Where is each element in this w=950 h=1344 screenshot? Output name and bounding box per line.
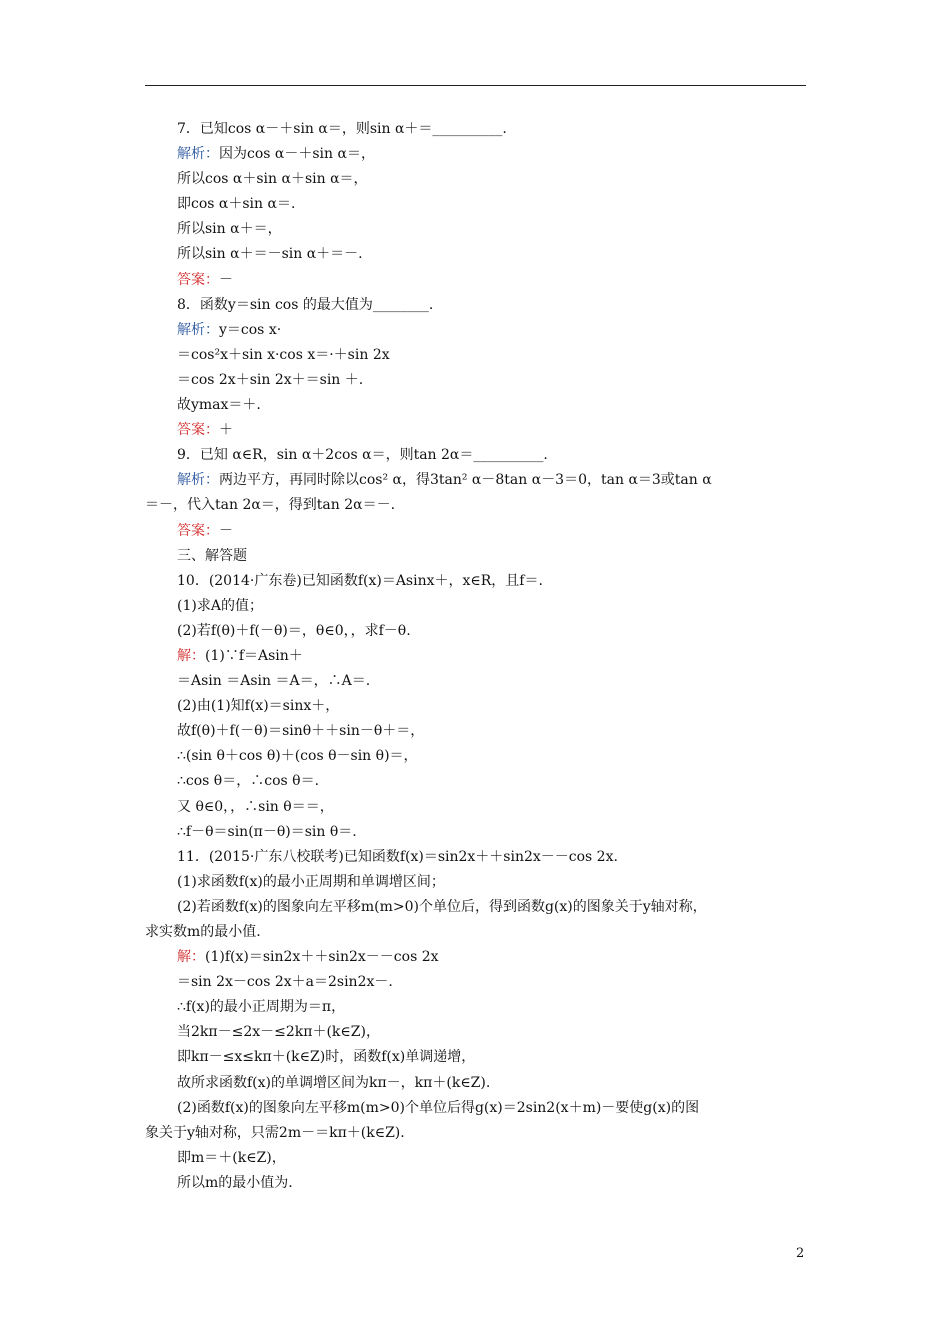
answer-label: 答案：: [177, 422, 219, 439]
line-text: 8．函数y＝sin cos 的最大值为________.: [177, 296, 434, 313]
line-text: 即kπ－≤x≤kπ＋(k∈Z)时，函数f(x)单调递增，: [177, 1049, 476, 1066]
text-line: [145, 895, 806, 920]
line-text: ＝－，代入tan 2α＝，得到tan 2α＝－.: [145, 497, 396, 514]
text-line: [145, 468, 806, 493]
line-text: 故ymax＝＋.: [177, 397, 261, 414]
text-line: [145, 845, 806, 870]
analysis-label: 解析：: [177, 146, 219, 163]
text-line: [145, 995, 806, 1020]
answer-label: 答案：: [177, 522, 219, 539]
answer-label: 解：: [177, 949, 205, 966]
page-body: [145, 117, 806, 1196]
line-text: ∴cos θ＝，∴cos θ＝.: [177, 773, 320, 790]
text-line: [145, 493, 806, 518]
line-text: 所以sin α＋＝－sin α＋＝－.: [177, 246, 363, 263]
text-line: [145, 920, 806, 945]
line-text: 故所求函数f(x)的单调增区间为kπ－，kπ＋(k∈Z).: [177, 1074, 491, 1091]
line-text: (2)若函数f(x)的图象向左平移m(m>0)个单位后，得到函数g(x)的图象关于y轴对称，: [177, 898, 707, 915]
line-text: 求实数m的最小值.: [145, 924, 261, 940]
line-text: ∴f(x)的最小正周期为＝π，: [177, 999, 346, 1016]
line-text: 10．(2014·广东卷)已知函数f(x)＝Asinx＋，x∈R，且f＝.: [177, 572, 543, 589]
text-line: [145, 1020, 806, 1045]
line-text: (2)由(1)知f(x)＝sinx＋，: [177, 698, 340, 715]
text-line: [145, 318, 806, 343]
text-line: [145, 594, 806, 619]
text-line: [145, 769, 806, 794]
line-text: 两边平方，再同时除以cos² α，得3tan² α－8tan α－3＝0，tan α＝3或tan α: [219, 472, 712, 489]
line-text: ∴(sin θ＋cos θ)＋(cos θ－sin θ)＝，: [177, 748, 418, 765]
text-line: [145, 242, 806, 267]
line-text: (1)f(x)＝sin2x＋＋sin2x－－cos 2x: [205, 949, 439, 966]
line-text: ＝cos 2x＋sin 2x＋＝sin ＋.: [177, 371, 364, 388]
line-text: 所以sin α＋＝，: [177, 221, 282, 238]
line-text: 7．已知cos α－＋sin α＝，则sin α＋＝__________.: [177, 121, 507, 137]
line-text: y＝cos x·: [219, 321, 282, 338]
text-line: [145, 719, 806, 744]
line-text: 11．(2015·广东八校联考)已知函数f(x)＝sin2x＋＋sin2x－－cos 2x.: [177, 848, 618, 865]
text-line: [145, 669, 806, 694]
line-text: ＝Asin ＝Asin ＝A＝，∴A＝.: [177, 673, 371, 690]
text-line: [145, 1121, 806, 1146]
line-text: (2)函数f(x)的图象向左平移m(m>0)个单位后得g(x)＝2sin2(x＋m)－要使g(x)的图: [177, 1099, 700, 1116]
line-text: 因为cos α－＋sin α＝，: [219, 146, 375, 163]
text-line: [145, 945, 806, 970]
text-line: [145, 970, 806, 995]
line-text: 即m＝＋(k∈Z)，: [177, 1149, 286, 1166]
line-text: (1)∵f＝Asin＋: [205, 647, 303, 664]
text-line: [145, 142, 806, 167]
text-line: [145, 744, 806, 769]
line-text: －: [219, 271, 233, 288]
line-text: ＝sin 2x－cos 2x＋a＝2sin2x－.: [177, 974, 393, 991]
text-line: [145, 820, 806, 845]
text-line: [145, 418, 806, 443]
text-line: [145, 117, 806, 142]
text-line: [145, 443, 806, 468]
text-line: [145, 1045, 806, 1070]
text-line: [145, 1096, 806, 1121]
text-line: [145, 167, 806, 192]
text-line: [145, 619, 806, 644]
page-number: 2: [796, 1246, 805, 1261]
text-line: [145, 1146, 806, 1171]
line-text: 9．已知 α∈R，sin α＋2cos α＝，则tan 2α＝__________.: [177, 447, 548, 464]
text-line: [145, 268, 806, 293]
header-rule: [145, 85, 806, 86]
text-line: [145, 217, 806, 242]
text-line: [145, 343, 806, 368]
line-text: 三、解答题: [177, 547, 247, 564]
line-text: (2)若f(θ)＋f(－θ)＝，θ∈0，，求f－θ.: [177, 622, 411, 639]
text-line: [145, 293, 806, 318]
text-line: [145, 544, 806, 569]
text-line: [145, 368, 806, 393]
text-line: [145, 1071, 806, 1096]
text-line: [145, 870, 806, 895]
line-text: ＝cos²x＋sin x·cos x＝·＋sin 2x: [177, 346, 390, 363]
answer-label: 解：: [177, 647, 205, 664]
text-line: [145, 569, 806, 594]
line-text: (1)求A的值；: [177, 597, 263, 614]
answer-label: 答案：: [177, 271, 219, 288]
line-text: 又 θ∈0，，∴sin θ＝＝，: [177, 798, 334, 815]
text-line: [145, 694, 806, 719]
line-text: 所以m的最小值为.: [177, 1174, 293, 1191]
line-text: －: [219, 522, 233, 539]
line-text: ＋: [219, 422, 233, 439]
text-line: [145, 192, 806, 217]
text-line: [145, 393, 806, 418]
line-text: ∴f－θ＝sin(π－θ)＝sin θ＝.: [177, 823, 357, 840]
line-text: 故f(θ)＋f(－θ)＝sinθ＋＋sin－θ＋＝，: [177, 723, 425, 740]
line-text: 所以cos α＋sin α＋sin α＝，: [177, 171, 368, 188]
analysis-label: 解析：: [177, 472, 219, 489]
text-line: [145, 519, 806, 544]
text-line: [145, 644, 806, 669]
text-line: [145, 795, 806, 820]
line-text: (1)求函数f(x)的最小正周期和单调增区间；: [177, 873, 445, 890]
line-text: 当2kπ－≤2x－≤2kπ＋(k∈Z)，: [177, 1024, 380, 1041]
analysis-label: 解析：: [177, 321, 219, 338]
line-text: 象关于y轴对称，只需2m－＝kπ＋(k∈Z).: [145, 1124, 405, 1141]
text-line: [145, 1171, 806, 1196]
line-text: 即cos α＋sin α＝.: [177, 196, 296, 213]
